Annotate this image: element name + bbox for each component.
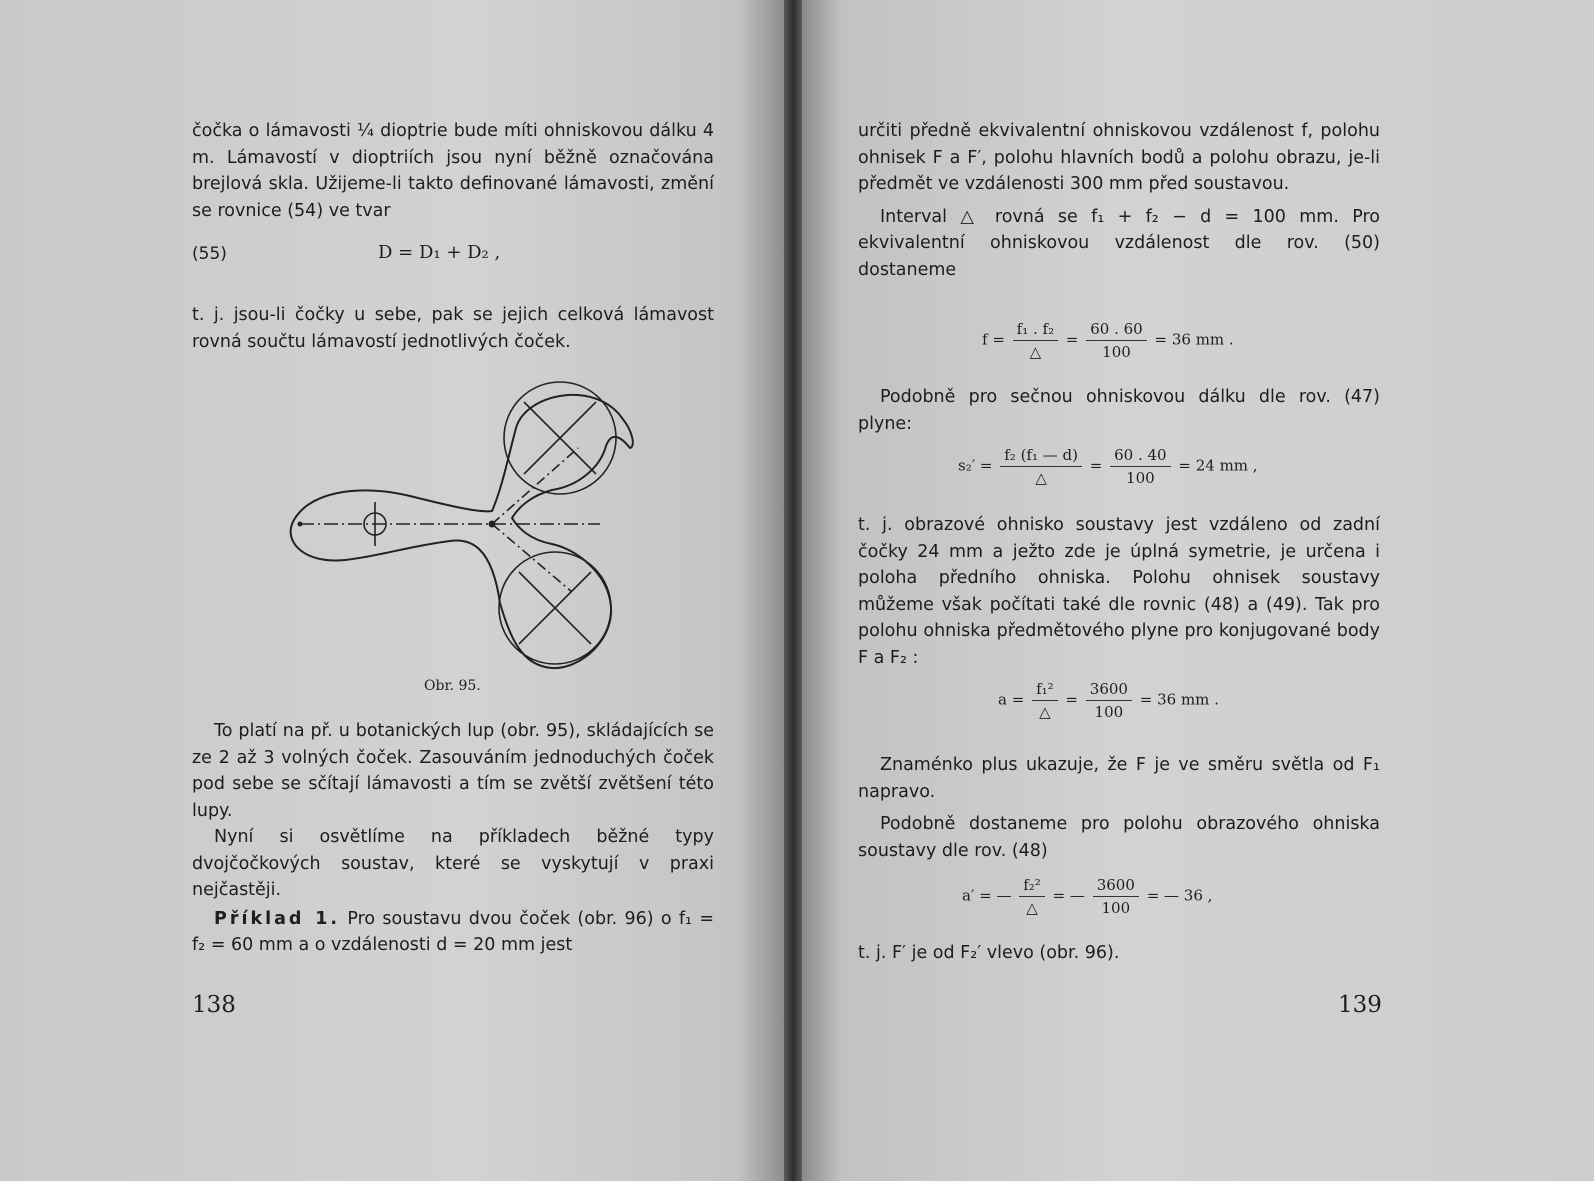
left-para1-text: čočka o lámavosti ¼ dioptrie bude míti ohniskovou dálku 4 m. Lámavostí v dioptriích jsou nyní běžně označována brejlová skla. Užijeme-li takto definované lámavosti, změní se rovnice (54) ve tvar [192,121,714,221]
left-paragraph-2 [192,302,714,355]
eq2-den1: △ [1035,469,1047,487]
equation-image-focus: a′ = — $\frac{\text{f₂²}}{\triangle}$ = — $\frac{3600}{100}$ = — 36 , [962,876,1213,917]
right-para2-text: Interval △ rovná se f₁ + f₂ − d = 100 mm. Pro ekvivalentní ohniskovou vzdálenost dle rov. (50) dostaneme [858,206,1380,280]
figure-95-loupe-diagram [260,378,660,678]
right-paragraph-3 [858,384,1380,437]
right-page-number: 139 [1338,992,1382,1018]
eq2-fraction-2 [1110,446,1170,487]
eq2-fraction-1 [1000,446,1082,487]
book-gutter [784,0,802,1181]
left-paragraph-3 [192,718,714,959]
eq1-den1: △ [1029,343,1042,361]
eq4-den2: 100 [1101,899,1131,917]
eq3-den2: 100 [1094,703,1124,721]
right-paragraph-1 [858,118,1380,283]
eq2-num1: f₂ (f₁ — d) [1000,446,1082,467]
left-paragraph-1 [192,118,714,224]
right-para4-text: t. j. obrazové ohnisko soustavy jest vzdáleno od zadní čočky 24 mm a ježto zde je úplná symetrie, je určena i poloha předního ohniska. Polohu ohnisek soustavy můžeme však počítati také dle rovnic (48) a (49). Tak pro polohu ohniska předmětového plyne pro konjugované body F a F₂ : [858,515,1380,668]
left-para4-text: Nyní si osvětlíme na příkladech běžné typy dvojčočkových soustav, které se vyskytují v praxi nejčastěji. [192,827,714,900]
eq3-num2: 3600 [1086,680,1132,701]
eq3-fraction-2 [1086,680,1132,721]
right-para3-text: Podobně pro sečnou ohniskovou dálku dle rov. (47) plyne: [858,387,1380,434]
eq3-rhs: = 36 mm . [1139,690,1219,709]
left-para2-text: t. j. jsou-li čočky u sebe, pak se jejich celková lámavost rovná součtu lámavostí jednotlivých čoček. [192,305,714,352]
eq3-den1: △ [1039,703,1051,721]
eq1-den2: 100 [1102,343,1131,361]
right-para6-text: Podobně dostaneme pro polohu obrazového ohniska soustavy dle rov. (48) [858,814,1380,861]
eq55-label: (55) [192,244,227,264]
eq1-num1: f₁ . f₂ [1013,320,1058,341]
equation-object-focus: a = $\frac{\text{f₁²}}{\triangle}$ = $\frac{3600}{100}$ = 36 mm . [998,680,1219,721]
eq2-rhs: = 24 mm , [1178,456,1258,475]
eq4-lhs: a′ = — [962,886,1012,905]
eq2-num2: 60 . 40 [1110,446,1170,467]
eq4-fraction-2 [1093,876,1139,917]
eq4-rhs: = — 36 , [1146,886,1213,905]
eq4-den1: △ [1026,899,1038,917]
example-1-label: Příklad 1. [214,908,341,929]
eq1-num2: 60 . 60 [1086,320,1146,341]
equation-back-focal-distance: s₂′ = $\frac{\text{f₂ (f₁ — d)}}{\triangle}$ = $\frac{60 . 40}{100}$ = 24 mm , [958,446,1258,487]
eq4-fraction-1 [1019,876,1045,917]
eq3-fraction-1 [1032,680,1058,721]
right-paragraph-7 [858,940,1380,967]
eq1-rhs: = 36 mm . [1154,330,1234,349]
left-page-number: 138 [192,992,236,1018]
eq4-num2: 3600 [1093,876,1139,897]
right-para1-text: určiti předně ekvivalentní ohniskovou vzdálenost f, polohu ohnisek F a F′, polohu hlavních bodů a polohu obrazu, je-li předmět ve vzdálenosti 300 mm před soustavou. [858,121,1380,194]
eq2-lhs: s₂′ = [958,456,993,475]
equation-focal-length: f = $\frac{\text{f₁ . f₂}}{\triangle}$ = $\frac{60 . 60}{100}$ = 36 mm . [982,320,1234,361]
left-para3-text: To platí na př. u botanických lup (obr. 95), skládajících se ze 2 až 3 volných čoček. Zasouváním jednoduchých čoček pod sebe se sčítají lámavosti a tím se zvětší zvětšení této lupy. [192,721,714,821]
left-para5-text: Pro soustavu dvou čoček (obr. 96) o f₁ = f₂ = 60 mm a o vzdálenosti d = 20 mm jest [192,908,714,955]
eq55-formula: D = D₁ + D₂ , [378,242,501,263]
eq3-num1: f₁² [1032,680,1058,701]
figure-95-caption: Obr. 95. [424,678,481,694]
eq2-den2: 100 [1126,469,1155,487]
eq1-fraction-1 [1013,320,1058,361]
eq4-num1: f₂² [1019,876,1045,897]
right-paragraph-5 [858,752,1380,864]
eq1-lhs: f = [982,330,1005,349]
eq1-fraction-2 [1086,320,1146,361]
right-para5-text: Znaménko plus ukazuje, že F je ve směru světla od F₁ napravo. [858,755,1380,802]
right-para7-text: t. j. F′ je od F₂′ vlevo (obr. 96). [858,943,1120,963]
right-paragraph-4 [858,512,1380,671]
eq3-lhs: a = [998,690,1025,709]
left-para5 [192,906,714,959]
